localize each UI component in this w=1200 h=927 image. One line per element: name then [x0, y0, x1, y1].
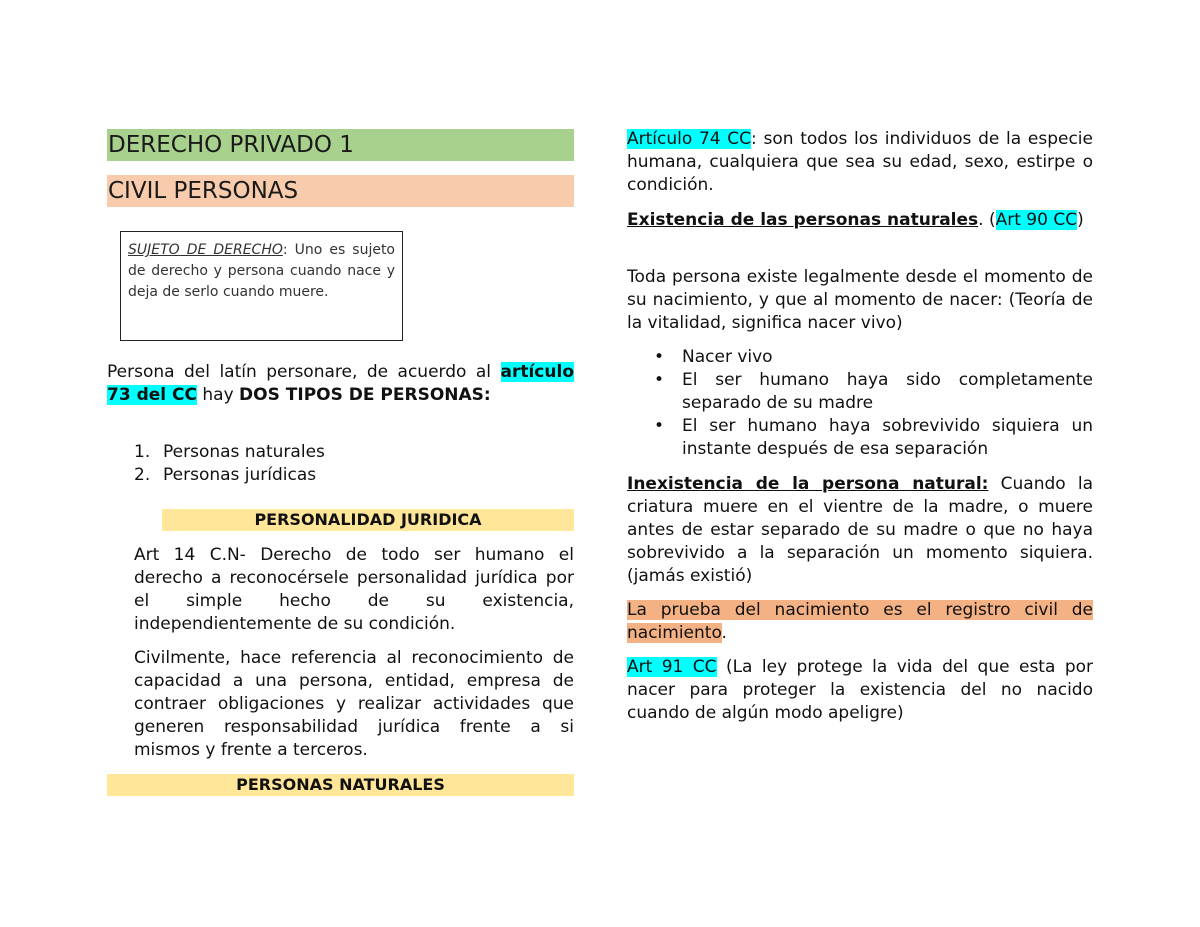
art-14-paragraph: Art 14 C.N- Derecho de todo ser humano el derecho a reconocérsele personalidad jurídica por el simple hecho de su existencia, independientemente de su condición.	[134, 545, 574, 634]
art-91-paragraph	[627, 656, 1093, 725]
prueba-highlight: La prueba del nacimiento es el registro civil de nacimiento	[627, 600, 1093, 643]
section-heading-personas-naturales: PERSONAS NATURALES	[107, 774, 574, 796]
intro-text-2: hay	[196, 385, 240, 405]
list-number: 1.	[134, 442, 151, 462]
subject-definition-box	[120, 231, 403, 341]
subject-term: SUJETO DE DERECHO	[128, 242, 283, 258]
art-74-highlight: Artículo 74 CC	[627, 129, 752, 149]
prueba-paragraph	[627, 599, 1093, 645]
list-item-label: El ser humano haya sido completamente separado de su madre	[682, 370, 1093, 413]
vitality-bullets	[654, 346, 1093, 461]
art-74-paragraph	[627, 128, 1093, 197]
inexistencia-text: Cuando la criatura muere en el vientre de la madre, o muere antes de estar separado de su madre o que no haya sobrevivido a la separación un momento siquiera. (jamás existió)	[627, 474, 1093, 586]
document-subtitle: CIVIL PERSONAS	[107, 175, 574, 207]
document-title: DERECHO PRIVADO 1	[107, 129, 574, 161]
art-91-text: (La ley protege la vida del que esta por nacer para proteger la existencia del no nacido cuando de algún modo apeligre)	[627, 657, 1093, 723]
list-item	[134, 464, 574, 487]
prueba-period: .	[721, 623, 727, 643]
two-types-heading: DOS TIPOS DE PERSONAS:	[239, 385, 491, 405]
intro-text: Persona del latín personare, de acuerdo al	[107, 362, 501, 382]
intro-paragraph	[107, 361, 574, 407]
bullet-icon: •	[654, 347, 665, 367]
inexistencia-paragraph	[627, 473, 1093, 588]
article-73-highlight: artículo 73 del CC	[107, 362, 574, 405]
list-item	[134, 441, 574, 464]
list-item-label: Nacer vivo	[682, 347, 773, 367]
list-number: 2.	[134, 465, 151, 485]
civil-paragraph: Civilmente, hace referencia al reconocimiento de capacidad a una persona, entidad, empresa de contraer obligaciones y realizar actividades que generen responsabilidad jurídica frente a si mismos y frente a terceros.	[134, 648, 574, 760]
toda-persona-paragraph: Toda persona existe legalmente desde el momento de su nacimiento, y que al momento de nacer: (Teoría de la vitalidad, significa nacer vivo)	[627, 267, 1093, 333]
list-item-label: Personas jurídicas	[163, 465, 317, 485]
list-item	[654, 346, 1093, 369]
person-types-list	[134, 441, 574, 487]
subject-text: : Uno es sujeto de derecho y persona cuando nace y deja de serlo cuando muere.	[128, 242, 396, 300]
list-item	[654, 415, 1093, 461]
existencia-punct: . (	[978, 210, 996, 230]
list-item-label: El ser humano haya sobrevivido siquiera un instante después de esa separación	[682, 416, 1093, 459]
existencia-close: )	[1077, 210, 1084, 230]
section-heading-personalidad: PERSONALIDAD JURIDICA	[162, 509, 574, 531]
existencia-heading: Existencia de las personas naturales	[627, 210, 979, 230]
bullet-icon: •	[654, 416, 665, 436]
bullet-icon: •	[654, 370, 665, 390]
art-74-text: : son todos los individuos de la especie humana, cualquiera que sea su edad, sexo, estirpe o condición.	[627, 129, 1093, 195]
inexistencia-heading: Inexistencia de la persona natural:	[627, 474, 989, 494]
art-91-highlight: Art 91 CC	[627, 657, 717, 677]
art-90-highlight: Art 90 CC	[995, 210, 1078, 230]
list-item-label: Personas naturales	[163, 442, 325, 462]
existencia-heading-paragraph	[627, 209, 1093, 232]
list-item	[654, 369, 1093, 415]
